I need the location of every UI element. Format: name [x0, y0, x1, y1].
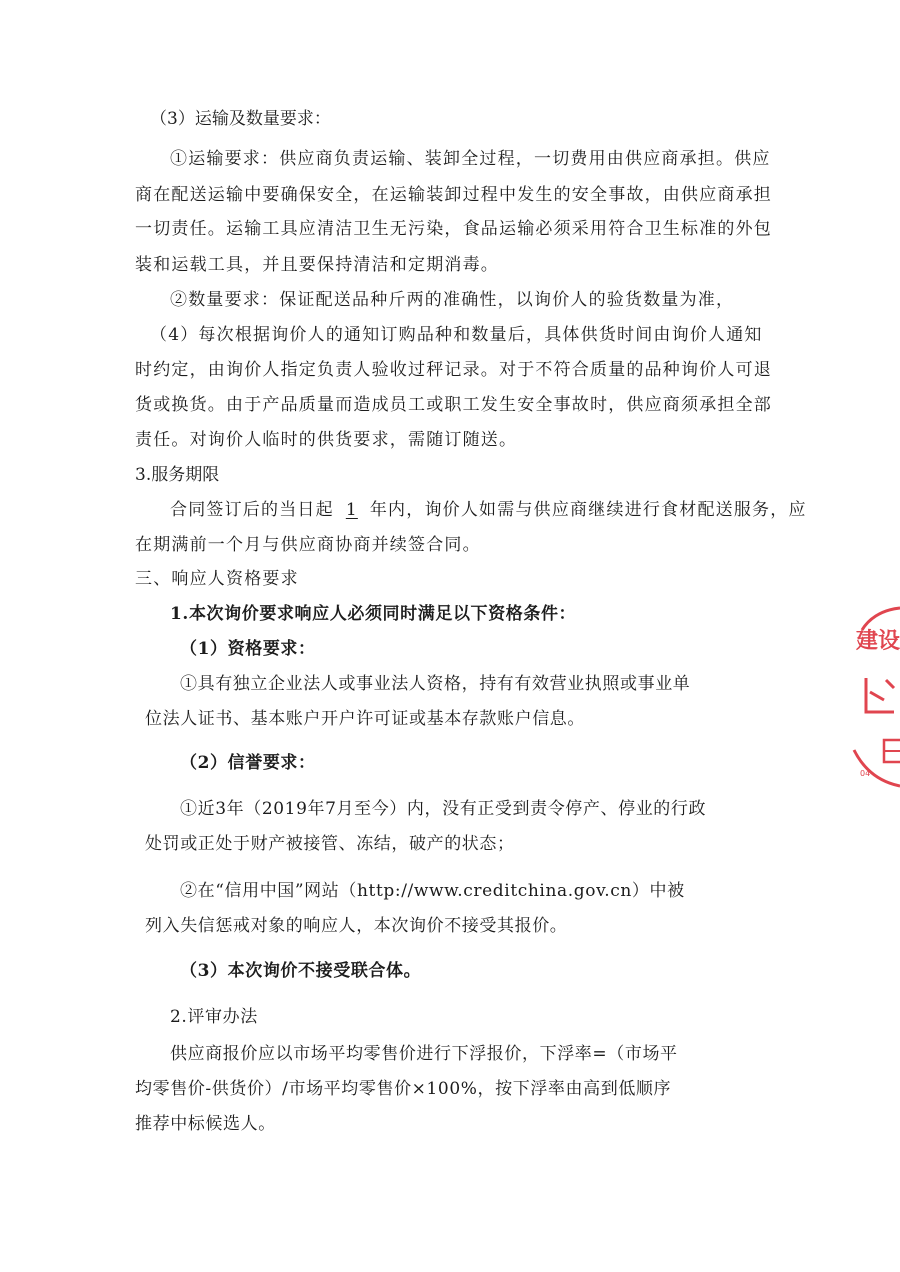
transport-heading: （3）运输及数量要求：: [150, 109, 331, 129]
evaluation-line: 均零售价-供货价）/市场平均零售价×100%，按下浮率由高到低顺序: [135, 1079, 672, 1099]
service-period-line: 在期满前一个月与供应商协商并续签合同。: [135, 535, 481, 555]
service-period-text: 年内，询价人如需与供应商继续进行食材配送服务，应: [369, 500, 807, 520]
qualification-req2-heading: （2）信誉要求：: [180, 753, 316, 773]
transport-paragraph-line: 装和运载工具，并且要保持清洁和定期消毒。: [135, 255, 499, 275]
quantity-requirement: ②数量要求：保证配送品种斤两的准确性，以询价人的验货数量为准，: [170, 290, 735, 310]
ordering-paragraph-line: （4）每次根据询价人的通知订购品种和数量后，具体供货时间由询价人通知: [150, 325, 763, 345]
transport-paragraph-line: 一切责任。运输工具应清洁卫生无污染，食品运输必须采用符合卫生标准的外包: [135, 219, 772, 239]
ordering-paragraph-line: 时约定，由询价人指定负责人验收过秤记录。对于不符合质量的品种询价人可退: [135, 360, 772, 380]
ordering-paragraph-line: 货或换货。由于产品质量而造成员工或职工发生安全事故时，供应商须承担全部: [135, 395, 772, 415]
service-period-text: 合同签订后的当日起: [170, 500, 334, 520]
qualification-req2-line: ①近3年（2019年7月至今）内，没有正受到责令停产、停业的行政: [180, 799, 707, 819]
qualification-req1-line: ①具有独立企业法人或事业法人资格，持有有效营业执照或事业单: [180, 674, 691, 694]
qualification-req3: （3）本次询价不接受联合体。: [180, 961, 422, 981]
qualification-req1-heading: （1）资格要求：: [180, 639, 316, 659]
transport-paragraph-line: 商在配送运输中要确保安全，在运输装卸过程中发生的安全事故，由供应商承担: [135, 185, 772, 205]
qualification-req2-line: 列入失信惩戒对象的响应人，本次询价不接受其报价。: [145, 916, 568, 936]
qualification-req1-line: 位法人证书、基本账户开户许可证或基本存款账户信息。: [145, 709, 585, 729]
evaluation-line: 供应商报价应以市场平均零售价进行下浮报价，下浮率=（市场平: [170, 1044, 678, 1064]
evaluation-heading: 2.评审办法: [170, 1007, 258, 1027]
transport-paragraph-line: ①运输要求：供应商负责运输、装卸全过程，一切费用由供应商承担。供应: [170, 149, 771, 169]
seal-text: 建设: [856, 628, 900, 654]
qualification-req2-line: ②在“信用中国”网站（http://www.creditchina.gov.cn）中被: [180, 881, 685, 901]
qualification-intro: 1.本次询价要求响应人必须同时满足以下资格条件：: [170, 604, 577, 624]
service-period-heading: 3.服务期限: [135, 465, 220, 485]
service-period-line: [170, 499, 807, 521]
official-seal: [850, 600, 900, 800]
service-period-years: 1: [345, 500, 358, 520]
seal-number: 04: [860, 769, 871, 778]
qualification-heading: 三、响应人资格要求: [135, 569, 299, 589]
evaluation-line: 推荐中标候选人。: [135, 1114, 276, 1134]
ordering-paragraph-line: 责任。对询价人临时的供货要求，需随订随送。: [135, 430, 518, 450]
qualification-req2-line: 处罚或正处于财产被接管、冻结，破产的状态；: [145, 834, 515, 854]
